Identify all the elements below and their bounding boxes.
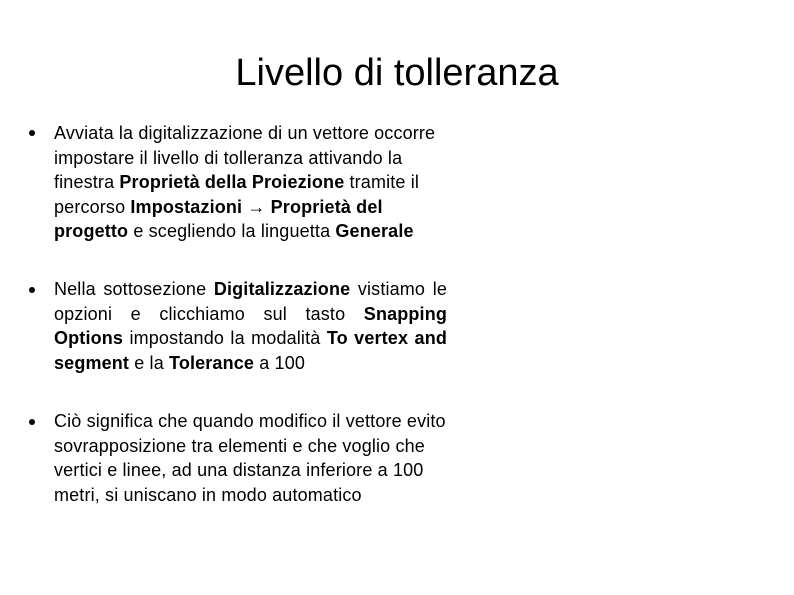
bullet-text-segment: a 100 (254, 352, 306, 373)
bullet-text (54, 409, 447, 507)
bullet-text-bold: To vertex and segment (54, 328, 447, 373)
bullet-text-bold: Proprietà della Proiezione (119, 172, 345, 192)
bullet-text-segment: e scegliendo la linguetta (128, 221, 336, 241)
bullet-text (54, 121, 447, 244)
bullet-text-bold: Digitalizzazione (213, 279, 351, 299)
bullet-text-segment: tramite il percorso (54, 172, 420, 217)
bullet-text-bold: Tolerance (169, 352, 255, 373)
bullet-text-bold: Generale (335, 221, 414, 241)
slide-title: Livello di tolleranza (235, 52, 559, 94)
bullet-dot-icon (29, 130, 35, 136)
bullet-text-segment: impostando la modalità (123, 328, 327, 348)
bullet-text-segment: Nella sottosezione (54, 279, 214, 299)
bullet-text-bold: Snapping Options (54, 303, 447, 348)
bullet-text-segment: Avviata la digitalizzazione di un vettore occorre impostare il livello di tolleranza attivando la finestra (54, 123, 436, 192)
bullet-text-segment: Ciò significa che quando modifico il vettore evito sovrapposizione tra elementi e che voglio che vertici e linee, ad una distanza inferiore a 100 metri, si uniscano in modo automatico (54, 411, 446, 505)
bullet-text-segment: vistiamo le opzioni e clicchiamo sul tasto (54, 279, 447, 324)
bullet-text-bold: Impostazioni → Proprietà del progetto (54, 196, 383, 241)
bullet-text (54, 277, 447, 375)
bullet-dot-icon (29, 419, 35, 425)
bullet-dot-icon (29, 287, 35, 293)
bullet-text-segment: e la (129, 352, 170, 373)
